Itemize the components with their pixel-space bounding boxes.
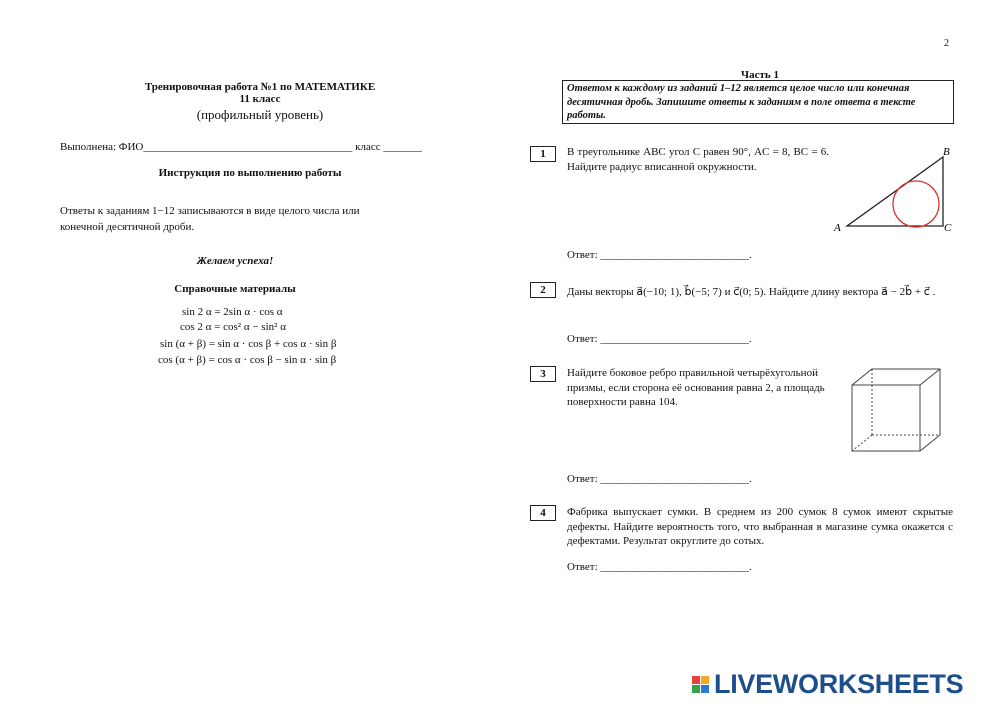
fio-line: Выполнена: ФИО______________________________________ класс _______ xyxy=(60,141,422,153)
instruction-text: Ответы к заданиям 1−12 записываются в виде целого числа или конечной десятичной дроби. xyxy=(60,205,360,233)
level-label: (профильный уровень) xyxy=(196,107,324,122)
formula-cos-sum: cos (α + β) = cos α · cos β − sin α · sin β xyxy=(158,354,337,366)
triangle-abc xyxy=(847,157,943,226)
prism-edge-top-right xyxy=(920,369,940,385)
vertex-b-label: B xyxy=(943,146,950,158)
answer-field-1[interactable]: Ответ: ___________________________. xyxy=(567,249,752,261)
liveworksheets-logo xyxy=(692,669,963,699)
formula-sin-sum: sin (α + β) = sin α · cos β + cos α · sin β xyxy=(160,338,337,350)
prism-outline xyxy=(852,369,940,451)
logo-square-red xyxy=(692,676,700,684)
grade-label: 11 класс xyxy=(239,93,281,105)
logo-squares xyxy=(692,676,709,693)
logo-square-green xyxy=(692,685,700,693)
prism-figure xyxy=(848,363,948,458)
page-number: 2 xyxy=(944,38,949,49)
task-number-2: 2 xyxy=(530,282,556,298)
task-text-1: В треугольнике ABC угол C равен 90°, AC = 8, BC = 6. Найдите радиус вписанной окружности. xyxy=(567,146,829,173)
task-text-4: Фабрика выпускает сумки. В среднем из 200 сумок 8 сумок имеют скрытые дефекты. Найдите вероятность того, что выбранная в магазине сумка окажется с дефектами. Результат округлите до сотых. xyxy=(567,506,953,547)
logo-square-blue xyxy=(701,685,709,693)
formula-cos2a: cos 2 α = cos² α − sin² α xyxy=(180,321,286,333)
work-title xyxy=(100,81,420,105)
answer-field-4[interactable]: Ответ: ___________________________. xyxy=(567,561,752,573)
logo-square-orange xyxy=(701,676,709,684)
task-text-3: Найдите боковое ребро правильной четырёхугольной призмы, если сторона её основания равна 2, а площадь поверхности равна 104. xyxy=(567,367,825,408)
prism-hidden-edge-diagonal xyxy=(852,435,872,451)
task-number-4: 4 xyxy=(530,505,556,521)
reference-heading: Справочные материалы xyxy=(174,283,296,295)
triangle-figure xyxy=(830,145,955,235)
wish-text: Желаем успеха! xyxy=(196,255,274,267)
task-number-3: 3 xyxy=(530,366,556,382)
answer-field-3[interactable]: Ответ: ___________________________. xyxy=(567,473,752,485)
inscribed-circle xyxy=(893,181,939,227)
formula-sin2a: sin 2 α = 2sin α · cos α xyxy=(182,306,283,318)
task-number-1: 1 xyxy=(530,146,556,162)
answer-field-2[interactable]: Ответ: ___________________________. xyxy=(567,333,752,345)
instruction-heading: Инструкция по выполнению работы xyxy=(158,167,342,179)
vertex-c-label: C xyxy=(944,222,952,234)
part-heading: Часть 1 xyxy=(741,69,779,81)
work-title-main: Тренировочная работа №1 по МАТЕМАТИКЕ xyxy=(144,81,376,93)
vertex-a-label: A xyxy=(834,222,841,234)
part-note-box: Ответом к каждому из заданий 1–12 является целое число или конечная десятичная дробь. Запишите ответы к заданиям в поле ответа в тексте работы. xyxy=(562,80,954,124)
logo-text: LIVEWORKSHEETS xyxy=(714,668,964,699)
task-text-2: Даны векторы a⃗(−10; 1), b⃗(−5; 7) и c⃗(0; 5). Найдите длину вектора a⃗ − 2b⃗ + c⃗ . xyxy=(567,286,936,298)
